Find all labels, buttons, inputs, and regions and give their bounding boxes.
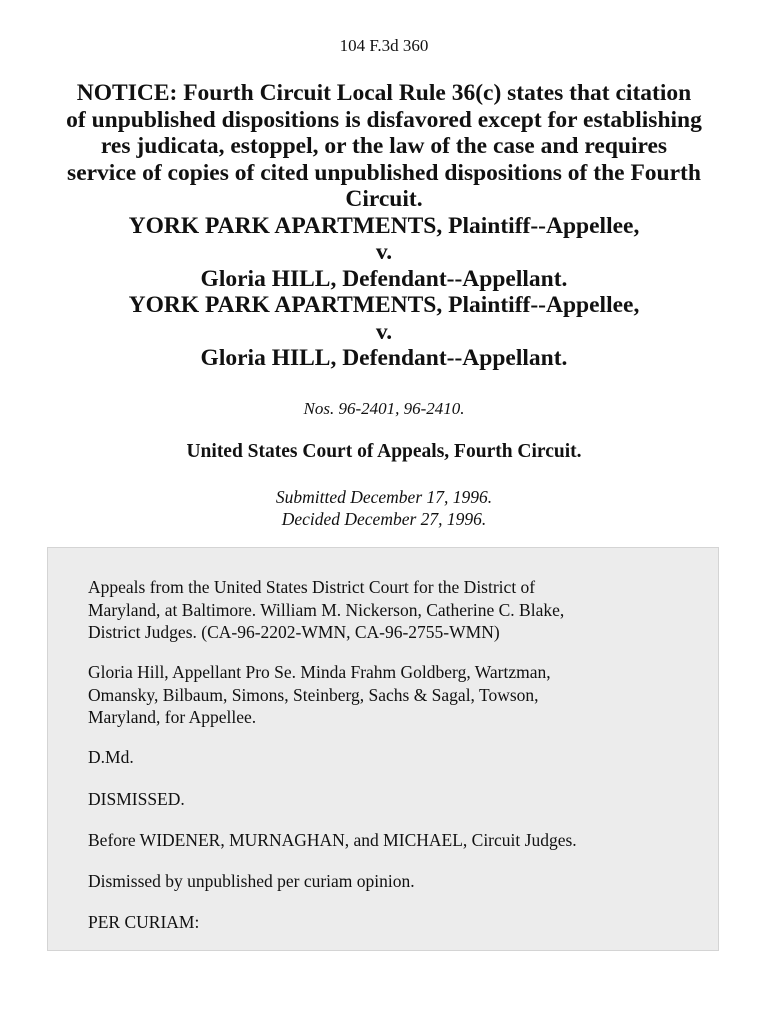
disposition-label: DISMISSED. [88, 789, 185, 809]
party-plaintiff-1: YORK PARK APARTMENTS, Plaintiff--Appellee, [128, 212, 640, 239]
notice-line-1: NOTICE: Fourth Circuit Local Rule 36(c) states that citation [76, 80, 692, 106]
decided-date: Decided December 27, 1996. [281, 509, 487, 529]
submitted-date: Submitted December 17, 1996. [275, 487, 493, 507]
notice-line-4: service of copies of cited unpublished dispositions of the Fourth [67, 159, 701, 186]
district-label: D.Md. [88, 747, 134, 767]
party-plaintiff-2: YORK PARK APARTMENTS, Plaintiff--Appellee, [128, 292, 640, 318]
versus-1: v. [375, 239, 393, 265]
notice-line-3: res judicata, estoppel, or the law of the case and requires [100, 133, 668, 159]
appeals-line-3: District Judges. (CA-96-2202-WMN, CA-96-2755-WMN) [88, 622, 500, 642]
per-curiam-label: PER CURIAM: [88, 912, 200, 932]
counsel-paragraph [88, 661, 688, 729]
versus-2: v. [375, 318, 393, 345]
notice-line-5: Circuit. [345, 186, 423, 212]
counsel-line-3: Maryland, for Appellee. [88, 707, 257, 727]
counsel-line-1: Gloria Hill, Appellant Pro Se. Minda Frahm Goldberg, Wartzman, [88, 662, 551, 682]
appeals-line-2: Maryland, at Baltimore. William M. Nickerson, Catherine C. Blake, [88, 599, 565, 620]
party-defendant-1: Gloria HILL, Defendant--Appellant. [200, 265, 568, 292]
panel-judges: Before WIDENER, MURNAGHAN, and MICHAEL, Circuit Judges. [88, 830, 577, 850]
counsel-line-2: Omansky, Bilbaum, Simons, Steinberg, Sachs & Sagal, Towson, [88, 684, 539, 705]
case-heading [30, 80, 738, 372]
opinion-type: Dismissed by unpublished per curiam opinion. [88, 871, 415, 891]
party-defendant-2: Gloria HILL, Defendant--Appellant. [200, 345, 568, 371]
appeals-line-1: Appeals from the United States District Court for the District of [88, 577, 536, 597]
appeals-paragraph [88, 576, 688, 644]
court-name: United States Court of Appeals, Fourth Circuit. [186, 441, 582, 462]
case-dates [0, 486, 768, 530]
notice-line-2: of unpublished dispositions is disfavored except for establishing [66, 106, 702, 133]
docket-numbers: Nos. 96-2401, 96-2410. [303, 399, 465, 418]
case-citation: 104 F.3d 360 [339, 36, 429, 55]
